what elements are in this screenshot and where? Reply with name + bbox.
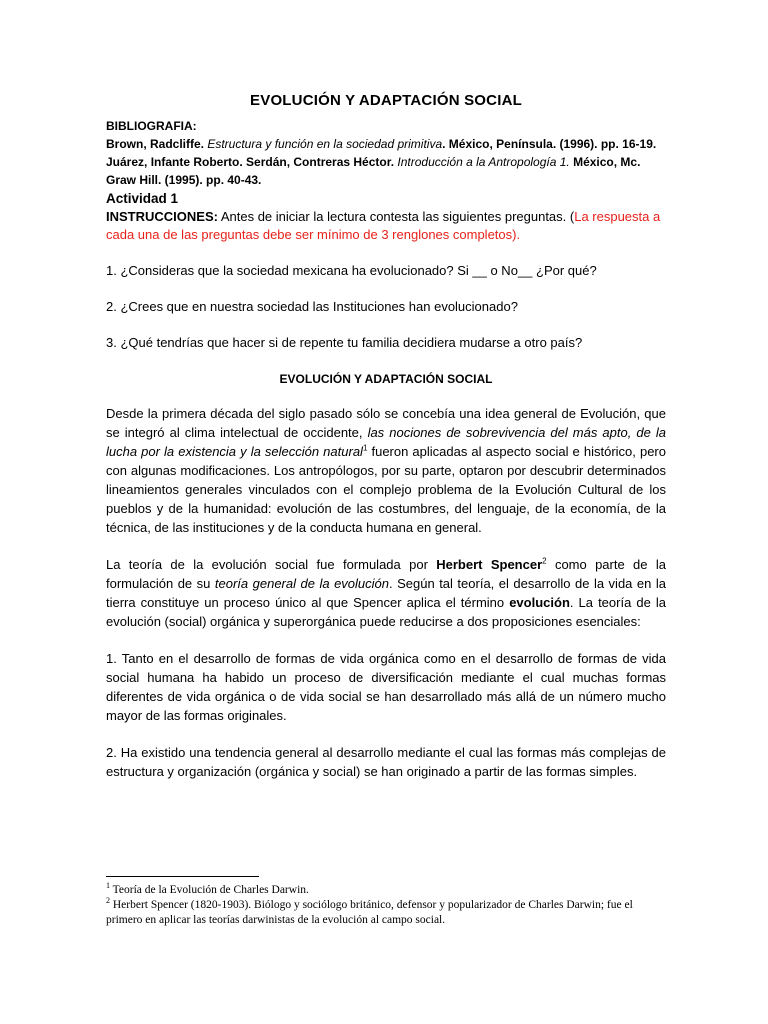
instructions-requirement: La respuesta a cada una de las preguntas debe ser mínimo de 3 renglones completos). (106, 209, 661, 242)
bibliography-label: BIBLIOGRAFIA: (106, 119, 197, 133)
footnote-ref-1: 1 (362, 443, 368, 453)
footnote-divider (106, 876, 259, 877)
instructions: INSTRUCCIONES: Antes de iniciar la lectura contesta las siguientes preguntas. (La respuesta a cada una de las preguntas debe ser mínimo de 3 renglones completos). (106, 209, 661, 242)
proposition-2: 2. Ha existido una tendencia general al desarrollo mediante el cual las formas más complejas de estructura y organización (orgánica y social) se han originado a partir de las formas simples. (106, 745, 666, 779)
footnote-ref-2: 2 (542, 556, 547, 566)
footnotes (106, 883, 666, 928)
bibliography-entry-1: Brown, Radcliffe. Estructura y función en la sociedad primitiva. México, Península. (1996). pp. 16-19. (106, 137, 657, 151)
footnote-1: $^1$ Teoría de la Evolución de Charles Darwin. (106, 881, 309, 896)
question-3: 3. ¿Qué tendrías que hacer si de repente tu familia decidiera mudarse a otro país? (106, 335, 583, 350)
page-title: EVOLUCIÓN Y ADAPTACIÓN SOCIAL (250, 92, 522, 109)
activity-heading: Actividad 1 (106, 191, 179, 206)
footnote-2: $^2$ Herbert Spencer (1820-1903). Biólogo y sociólogo británico, defensor y popularizador de Charles Darwin; fue el primero en aplicar las teorías darwinistas de la evolución al campo social. (106, 896, 633, 926)
bibliography-entry-2: Juárez, Infante Roberto. Serdán, Contreras Héctor. Introducción a la Antropología 1. México, Mc. Graw Hill. (1995). pp. 40-43. (106, 155, 641, 187)
paragraph-2: La teoría de la evolución social fue formulada por Herbert Spencer$^2$ como parte de la formulación de su teoría general de la evolución. Según tal teoría, el desarrollo de la vida en la tierra constituye un proceso único al que Spencer aplica el término evolución. La teoría de la evolución (social) orgánica y superorgánica puede reducirse a dos proposiciones esenciales: (106, 556, 667, 629)
paragraph-1: Desde la primera década del siglo pasado sólo se concebía una idea general de Evolución, que se integró al clima intelectual de occidente, las nociones de sobrevivencia del más apto, de la lucha por la existencia y la selección natural$^1$ fueron aplicadas al aspecto social e histórico, pero con algunas modificaciones. Los antropólogos, por su parte, optaron por descubrir determinados lineamientos generales vinculados con el complejo problema de la Evolución Cultural de los pueblos y de la humanidad: evolución de las costumbres, del lenguaje, de la economía, de la técnica, de las instituciones y de la conducta humana en general. (106, 406, 666, 535)
question-2: 2. ¿Crees que en nuestra sociedad las Instituciones han evolucionado? (106, 299, 518, 314)
proposition-1: 1. Tanto en el desarrollo de formas de vida orgánica como en el desarrollo de formas de vida social humana ha habido un proceso de diversificación mediante el cual muchas formas diferentes de vida orgánica o de vida social se han desarrollado más allá de un número mucho mayor de las formas originales. (106, 651, 666, 723)
section-title: EVOLUCIÓN Y ADAPTACIÓN SOCIAL (279, 372, 493, 386)
question-1: 1. ¿Consideras que la sociedad mexicana ha evolucionado? Si __ o No__ ¿Por qué? (106, 263, 597, 278)
